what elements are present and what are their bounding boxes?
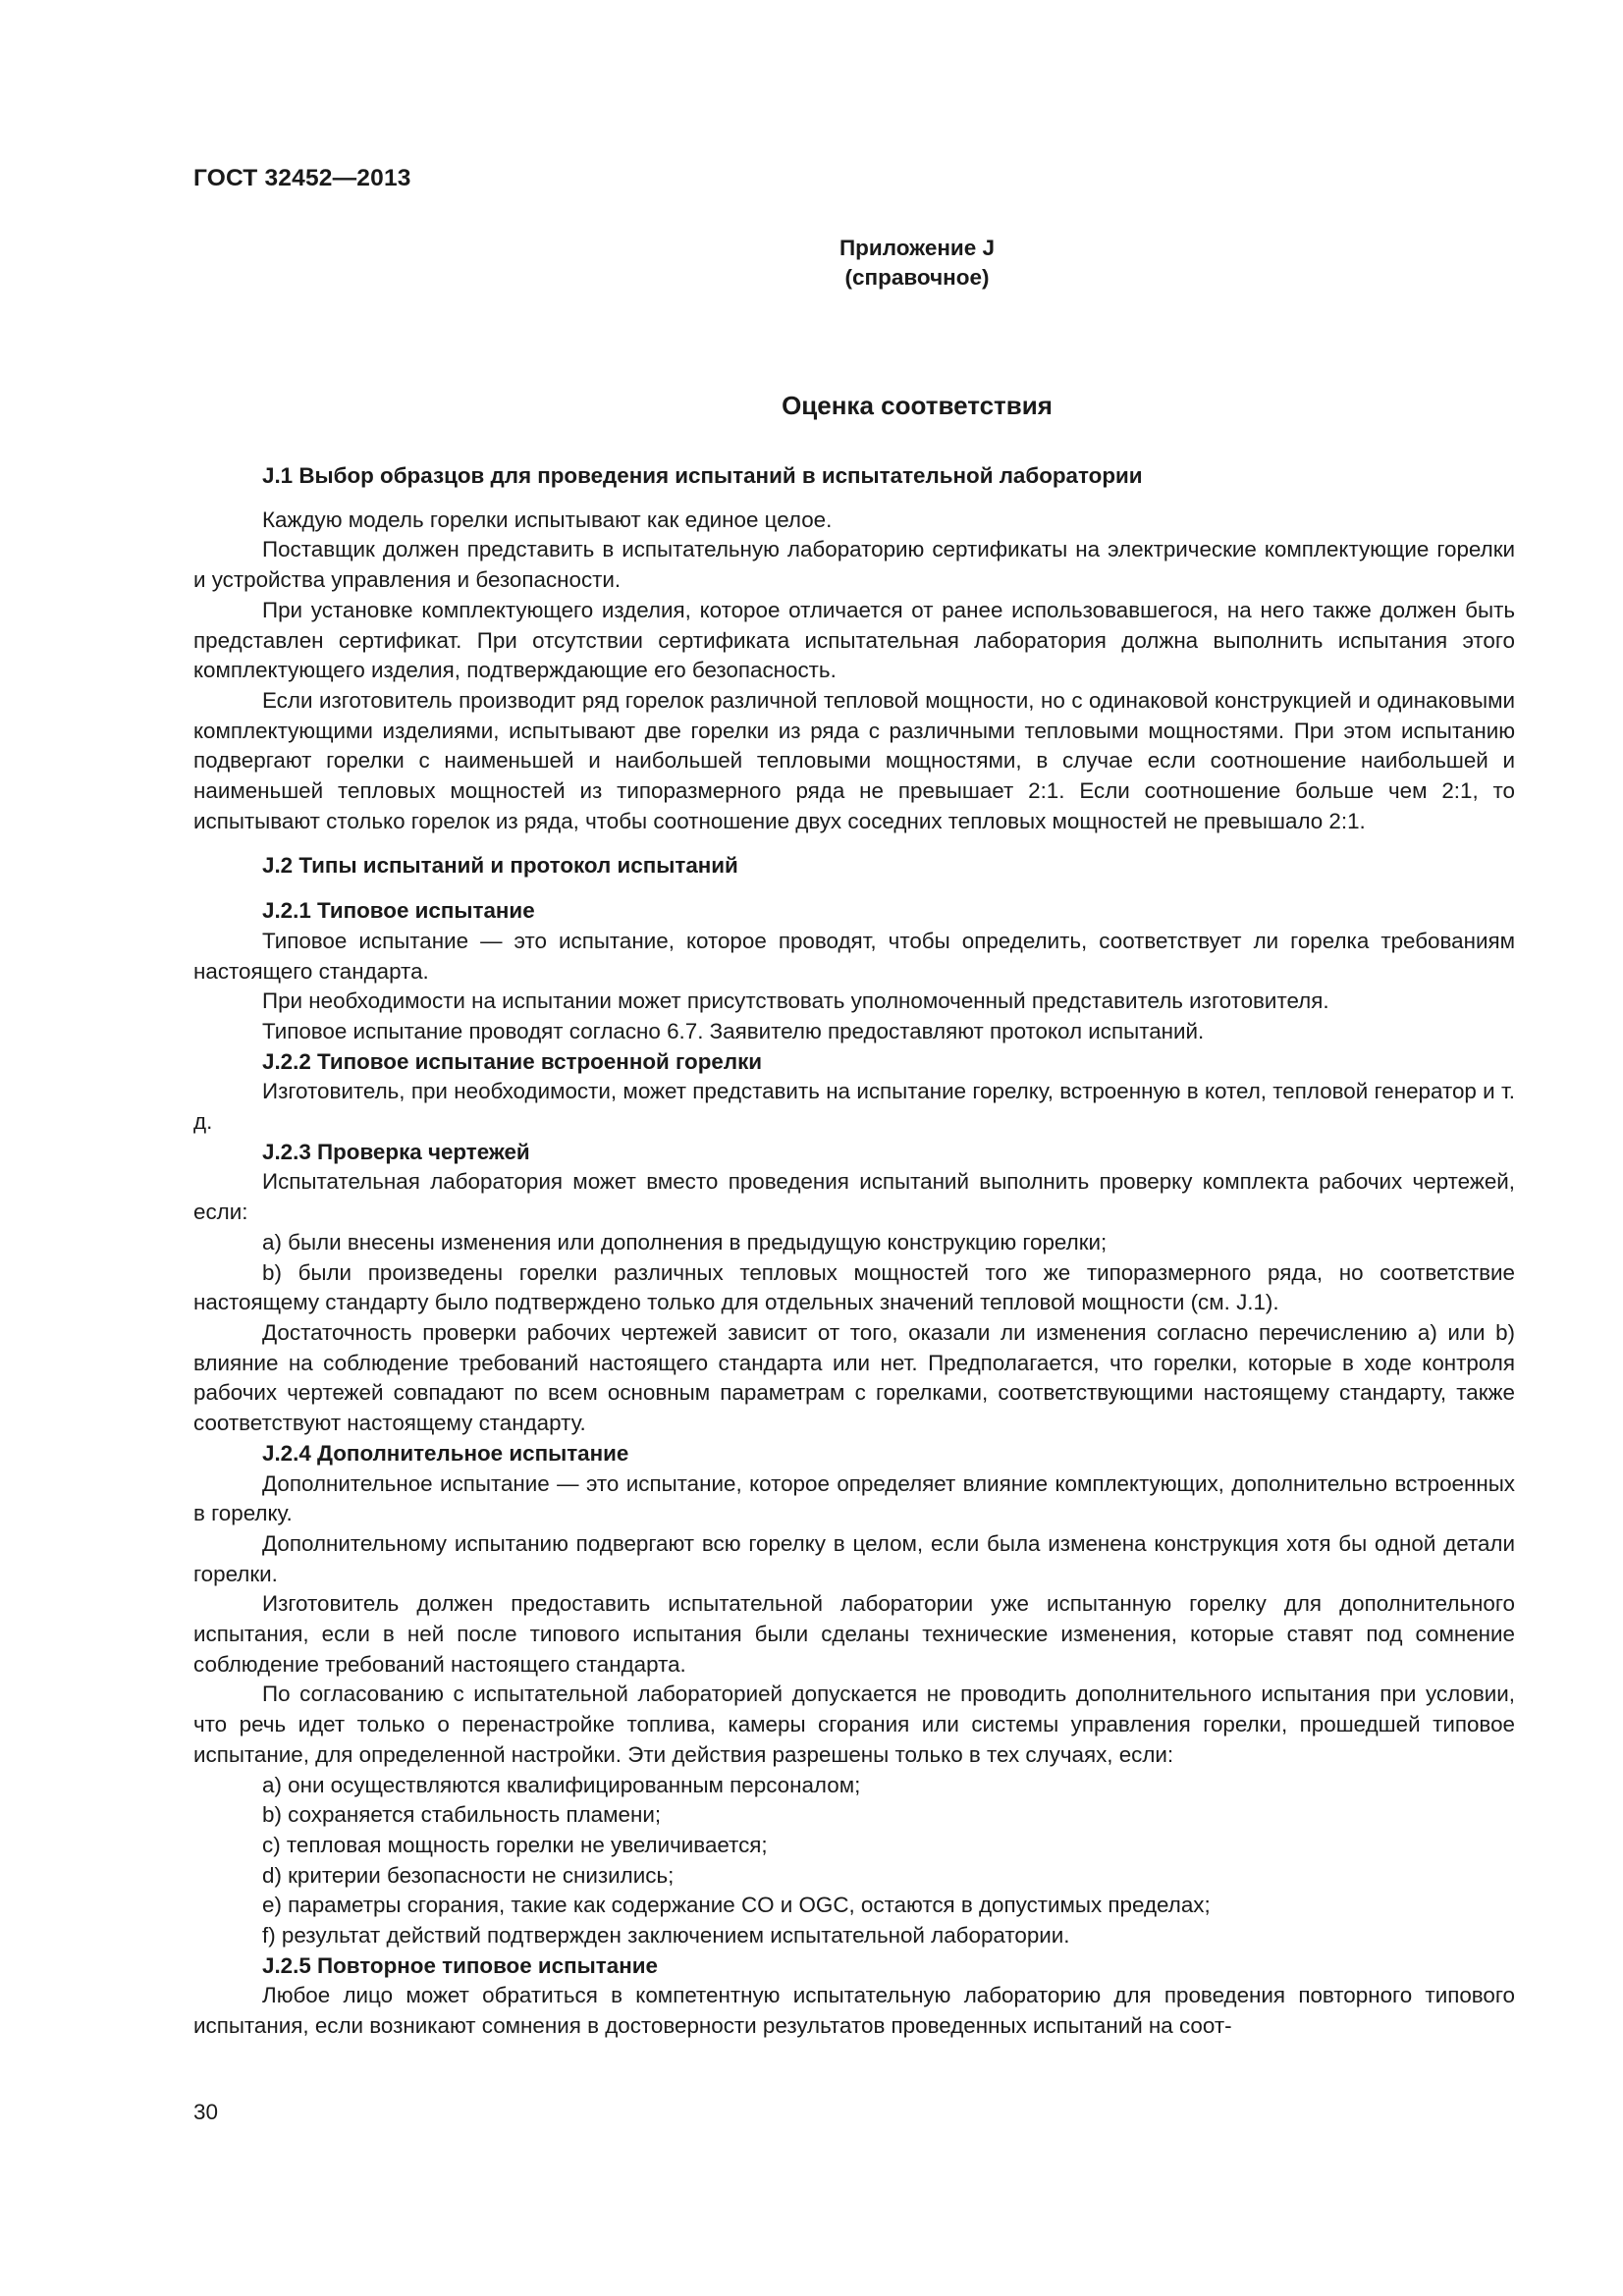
list-item: d) критерии безопасности не снизились; [262,1862,675,1888]
list-item: a) были внесены изменения или дополнения в предыдущую конструкцию горелки; [262,1229,1108,1255]
paragraph: Каждую модель горелки испытывают как единое целое. [262,507,833,532]
list-item: b) сохраняется стабильность пламени; [262,1802,662,1828]
paragraph: Дополнительному испытанию подвергают всю горелку в целом, если была изменена конструкция хотя бы одной детали горелки. [193,1530,1515,1586]
paragraph: Поставщик должен представить в испытательную лабораторию сертификаты на электрические комплектующие горелки и устройства управления и безопасности. [193,537,1515,593]
paragraph: Изготовитель, при необходимости, может представить на испытание горелку, встроенную в котел, тепловой генератор и т. д. [193,1079,1515,1135]
section-heading-j24: J.2.4 Дополнительное испытание [262,1440,629,1466]
page-number: 30 [193,2100,219,2124]
paragraph: Любое лицо может обратиться в компетентную испытательную лабораторию для проведения повторного типового испытания, если возникают сомнения в достоверности результатов проведенных испытаний на соот- [193,1983,1515,2039]
paragraph: Типовое испытание — это испытание, которое проводят, чтобы определить, соответствует ли горелка требованиям настоящего стандарта. [193,928,1515,984]
paragraph: Испытательная лаборатория может вместо проведения испытаний выполнить проверку комплекта рабочих чертежей, если: [193,1169,1515,1225]
list-item: c) тепловая мощность горелки не увеличивается; [262,1832,768,1857]
appendix-header [0,234,1623,293]
paragraph: По согласованию с испытательной лабораторией допускается не проводить дополнительного испытания при условии, что речь идет только о перенастройке топлива, камеры сгорания или системы управления горелки, прошедшей типовое испытание, для определенной настройки. Эти действия разрешены только в тех случаях, если: [193,1682,1515,1767]
paragraph: Если изготовитель производит ряд горелок различной тепловой мощности, но с одинаковой конструкцией и одинаковыми комплектующими изделиями, испытывают две горелки из ряда с различными тепловыми мощностями. При этом испытанию подвергают горелки с наименьшей и наибольшей тепловыми мощностями, в случае если соотношение наибольшей и наименьшей тепловых мощностей из типоразмерного ряда не превышает 2:1. Если соотношение больше чем 2:1, то испытывают столько горелок из ряда, чтобы соотношение двух соседних тепловых мощностей не превышало 2:1. [193,687,1515,833]
section-heading-j21: J.2.1 Типовое испытание [262,898,535,924]
page-title: Оценка соответствия [782,391,1053,420]
section-heading-j23: J.2.3 Проверка чертежей [262,1139,530,1164]
section-heading-j22: J.2.2 Типовое испытание встроенной горелки [262,1048,763,1074]
list-item: b) были произведены горелки различных тепловых мощностей того же типоразмерного ряда, но соответствие настоящему стандарту было подтверждено только для отдельных значений тепловой мощности (см. J.1). [193,1259,1515,1315]
paragraph: Изготовитель должен предоставить испытательной лаборатории уже испытанную горелку для дополнительного испытания, если в ней после типового испытания были сделаны технические изменения, которые ставят под сомнение соблюдение требований настоящего стандарта. [193,1591,1515,1677]
section-heading-j2: J.2 Типы испытаний и протокол испытаний [262,853,738,879]
standard-number: ГОСТ 32452—2013 [193,165,411,191]
section-heading-j1: J.1 Выбор образцов для проведения испытаний в испытательной лаборатории [262,463,1143,488]
paragraph: При необходимости на испытании может присутствовать уполномоченный представитель изготовителя. [262,988,1329,1014]
appendix-label: Приложение J [839,236,996,260]
document-body [193,461,1515,2042]
list-item: f) результат действий подтвержден заключением испытательной лаборатории. [262,1923,1070,1949]
paragraph: При установке комплектующего изделия, которое отличается от ранее использовавшегося, на него также должен быть представлен сертификат. При отсутствии сертификата испытательная лаборатория должна выполнить испытания этого комплектующего изделия, подтверждающие его безопасность. [193,597,1515,683]
paragraph: Типовое испытание проводят согласно 6.7. Заявителю предоставляют протокол испытаний. [262,1018,1205,1043]
list-item: a) они осуществляются квалифицированным персоналом; [262,1772,861,1797]
paragraph: Дополнительное испытание — это испытание, которое определяет влияние комплектующих, дополнительно встроенных в горелку. [193,1470,1515,1526]
section-heading-j25: J.2.5 Повторное типовое испытание [262,1952,658,1978]
list-item: e) параметры сгорания, такие как содержание CO и OGC, остаются в допустимых пределах; [262,1893,1211,1918]
paragraph: Достаточность проверки рабочих чертежей зависит от того, оказали ли изменения согласно перечислению a) или b) влияние на соблюдение требований настоящего стандарта или нет. Предполагается, что горелки, которые в ходе контроля рабочих чертежей совпадают по всем основным параметрам с горелками, соответствующими настоящему стандарту, также соответствуют настоящему стандарту. [193,1319,1515,1436]
appendix-kind: (справочное) [844,265,990,290]
